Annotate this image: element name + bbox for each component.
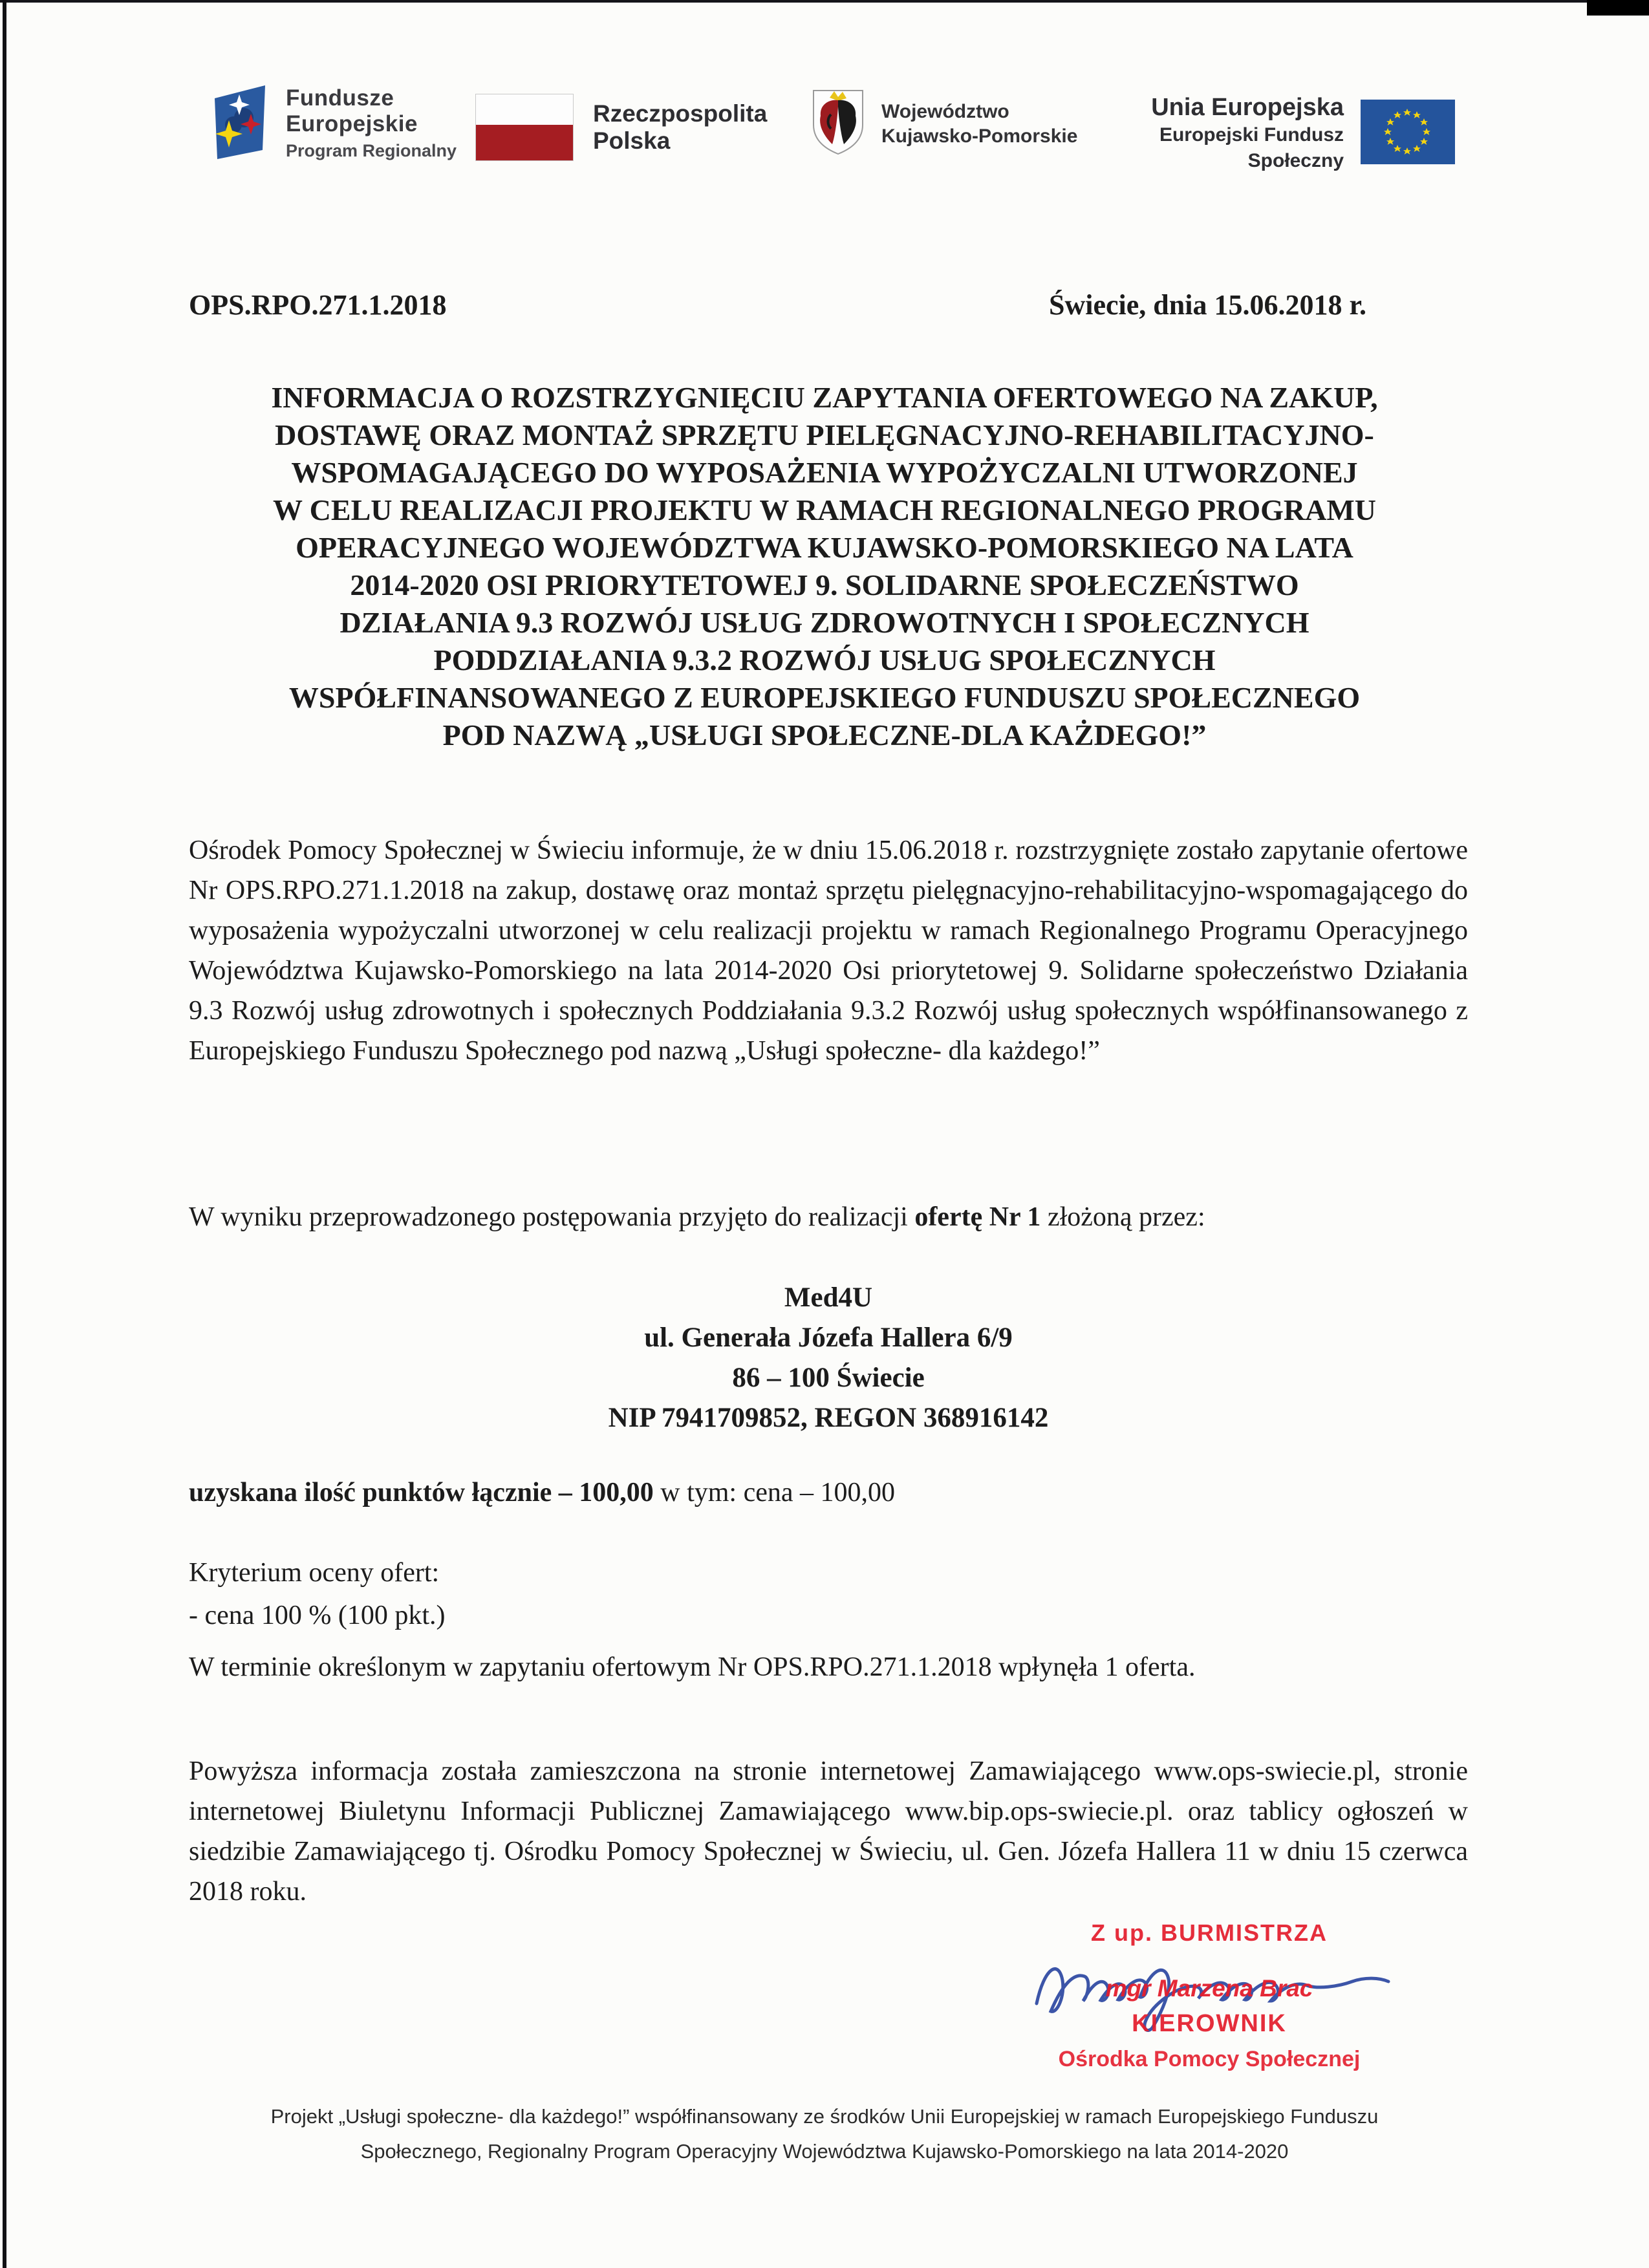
- logo-fundusze-europejskie: [213, 84, 457, 165]
- title-line: W CELU REALIZACJI PROJEKTU W RAMACH REGIONALNEGO PROGRAMU: [273, 493, 1376, 526]
- criteria-label: Kryterium oceny ofert:: [189, 1558, 440, 1588]
- poland-flag-icon: [475, 94, 574, 161]
- winner-name: Med4U: [784, 1282, 873, 1313]
- result-line-offer-number: ofertę Nr 1: [914, 1202, 1041, 1232]
- title-line: DOSTAWĘ ORAZ MONTAŻ SPRZĘTU PIELĘGNACYJNO-REHABILITACYJNO-: [275, 418, 1374, 451]
- eu-flag-icon: [1361, 100, 1455, 167]
- title-line: POD NAZWĄ „USŁUGI SPOŁECZNE-DLA KAŻDEGO!”: [442, 718, 1207, 751]
- result-line-prefix: W wyniku przeprowadzonego postępowania przyjęto do realizacji: [189, 1202, 915, 1232]
- title-line: INFORMACJA O ROZSTRZYGNIĘCIU ZAPYTANIA OFERTOWEGO NA ZAKUP,: [271, 381, 1378, 414]
- title-line: 2014-2020 OSI PRIORYTETOWEJ 9. SOLIDARNE SPOŁECZEŃSTWO: [350, 568, 1299, 601]
- coat-of-arms-icon: [812, 89, 865, 159]
- points-total: uzyskana ilość punktów łącznie – 100,00: [189, 1478, 654, 1507]
- logo-wojewodztwo-kujawsko-pomorskie: [812, 89, 1077, 159]
- reference-number: OPS.RPO.271.1.2018: [189, 289, 447, 321]
- fe-logo-line2: Europejskie: [286, 111, 418, 136]
- scan-artifact-top-line: [0, 0, 1649, 3]
- pl-logo-line2: Polska: [593, 127, 671, 154]
- fe-logo-line1: Fundusze: [286, 85, 394, 111]
- stamp-authority-line: Z up. BURMISTRZA: [1091, 1919, 1328, 1946]
- ue-logo-text: [1143, 92, 1344, 174]
- scan-artifact-corner-block: [1587, 0, 1649, 16]
- criteria-value: - cena 100 % (100 pkt.): [189, 1601, 446, 1630]
- scan-artifact-left-line: [3, 0, 6, 2268]
- deadline-line: W terminie określonym w zapytaniu ofertowym Nr OPS.RPO.271.1.2018 wpłynęła 1 oferta.: [189, 1652, 1196, 1682]
- winner-address: ul. Generała Józefa Hallera 6/9: [644, 1323, 1013, 1353]
- title-line: WSPÓŁFINANSOWANEGO Z EUROPEJSKIEGO FUNDUSZU SPOŁECZNEGO: [288, 681, 1361, 714]
- title-line: WSPOMAGAJĄCEGO DO WYPOSAŻENIA WYPOŻYCZALNI UTWORZONEJ: [291, 456, 1358, 489]
- wkp-logo-text: [881, 100, 1077, 149]
- result-line-suffix: złożoną przez:: [1040, 1202, 1205, 1232]
- official-stamp: [999, 1919, 1419, 2072]
- body-paragraph-announcement: Ośrodek Pomocy Społecznej w Świeciu informuje, że w dniu 15.06.2018 r. rozstrzygnięte zostało zapytanie ofertowe Nr OPS.RPO.271.1.2018 na zakup, dostawę oraz montaż sprzętu pielęgnacyjno-rehabilitacyjno-wspomagającego do wyposażenia wypożyczalni utworzonej w celu realizacji projektu w ramach Regionalnego Programu Operacyjnego Województwa Kujawsko-Pomorskiego na lata 2014-2020 Osi priorytetowej 9. Solidarne społeczeństwo Działania 9.3 Rozwój usług zdrowotnych i społecznych Poddziałania 9.3.2 Rozwój usług społecznych współfinansowanego z Europejskiego Funduszu Społecznego pod nazwą „Usługi społeczne- dla każdego!”: [189, 836, 1468, 1066]
- ue-logo-line1: Unia Europejska: [1151, 94, 1344, 121]
- wkp-logo-line1: Województwo: [881, 100, 1009, 122]
- place-and-date: Świecie, dnia 15.06.2018 r.: [1049, 289, 1366, 321]
- stamp-organization: Ośrodka Pomocy Społecznej: [1058, 2047, 1361, 2071]
- wkp-logo-line2: Kujawsko-Pomorskie: [881, 125, 1078, 147]
- winner-block: [189, 1278, 1468, 1438]
- body-paragraph-publication: Powyższa informacja została zamieszczona na stronie internetowej Zamawiającego www.ops-swiecie.pl, stronie internetowej Biuletynu Informacji Publicznej Zamawiającego www.bip.ops-swiecie.pl. oraz tablicy ogłoszeń w siedzibie Zamawiającego tj. Ośrodku Pomocy Społecznej w Świeciu, ul. Gen. Józefa Hallera 11 w dniu 15 czerwca 2018 roku.: [189, 1756, 1468, 1906]
- pl-logo-line1: Rzeczpospolita: [593, 100, 768, 127]
- title-line: DZIAŁANIA 9.3 ROZWÓJ USŁUG ZDROWOTNYCH I SPOŁECZNYCH: [339, 606, 1310, 639]
- pl-logo-text: [593, 100, 767, 155]
- stamp-signatory-title: KIEROWNIK: [1132, 2010, 1287, 2037]
- document-title: [152, 379, 1497, 754]
- points-line: [189, 1477, 1468, 1508]
- project-cofinancing-footer: Projekt „Usługi społeczne- dla każdego!” współfinansowany ze środków Unii Europejskiej w ramach Europejskiego Funduszu Społecznego, Regionalny Program Operacyjny Województwa Kujawsko-Pomorskiego na lata 2014-2020: [270, 2105, 1379, 2163]
- title-line: PODDZIAŁANIA 9.3.2 ROZWÓJ USŁUG SPOŁECZNYCH: [433, 643, 1216, 676]
- result-line: [189, 1202, 1468, 1233]
- logo-rzeczpospolita-polska: [475, 94, 767, 161]
- eu-funds-flag-icon: [213, 84, 268, 165]
- fe-logo-line3: Program Regionalny: [286, 140, 457, 160]
- title-line: OPERACYJNEGO WOJEWÓDZTWA KUJAWSKO-POMORSKIEGO NA LATA: [296, 531, 1353, 564]
- stamp-signatory-name: mgr Marzena Brac: [1105, 1975, 1313, 2002]
- fe-logo-text: [286, 85, 457, 164]
- logo-unia-europejska: [1143, 92, 1455, 174]
- header-logo-row: [207, 81, 1455, 217]
- ue-logo-line2: Europejski Fundusz Społeczny: [1159, 124, 1344, 171]
- winner-city: 86 – 100 Świecie: [732, 1363, 925, 1393]
- points-detail: w tym: cena – 100,00: [653, 1478, 896, 1507]
- winner-tax-ids: NIP 7941709852, REGON 368916142: [608, 1403, 1049, 1433]
